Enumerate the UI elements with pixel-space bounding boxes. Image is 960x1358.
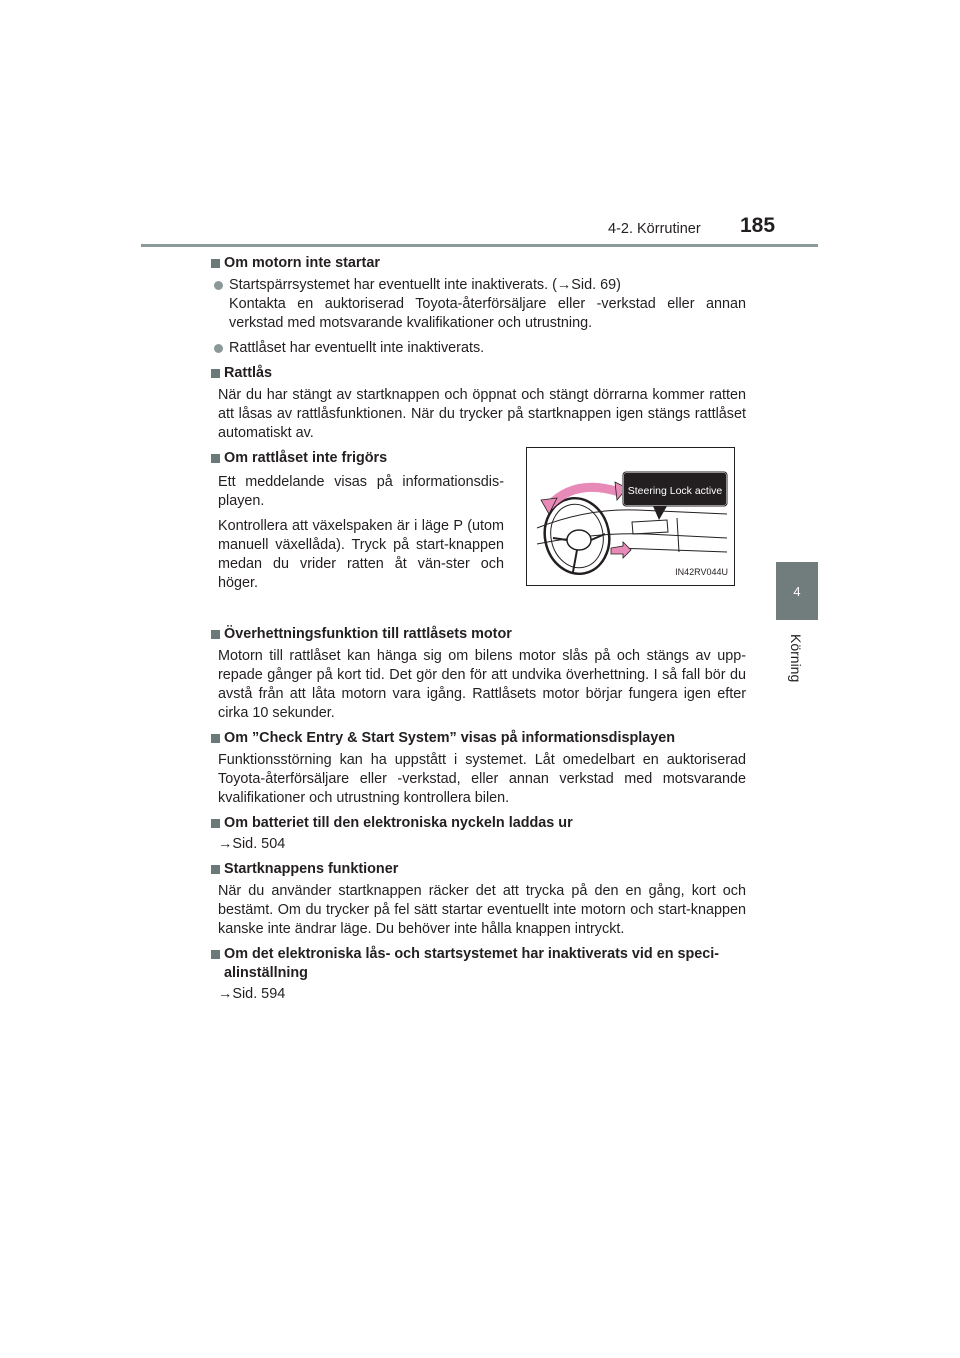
section-title: 4-2. Körrutiner bbox=[608, 221, 701, 237]
section-key-battery bbox=[210, 814, 746, 854]
section-customization bbox=[210, 945, 746, 1004]
section-engine-not-starting bbox=[210, 254, 746, 358]
header-rule bbox=[141, 244, 818, 247]
figure-code: IN42RV044U bbox=[675, 567, 728, 577]
chapter-label: Körning bbox=[788, 634, 804, 683]
page-reference: →Sid. 504 bbox=[218, 836, 286, 852]
section-heading: Rattlås bbox=[224, 365, 272, 381]
round-bullet-icon bbox=[214, 344, 223, 353]
section-body: Ett meddelande visas på informationsdis-playen. bbox=[218, 474, 504, 509]
square-bullet-icon bbox=[211, 630, 220, 639]
section-steering-lock bbox=[210, 364, 746, 443]
list-item bbox=[210, 339, 746, 358]
section-heading: Om batteriet till den elektroniska nyckeln laddas ur bbox=[224, 815, 573, 831]
round-bullet-icon bbox=[214, 281, 223, 290]
bullet-text: Startspärrsystemet har eventuellt inte inaktiverats. (→Sid. 69) bbox=[229, 277, 621, 293]
section-heading: Överhettningsfunktion till rattlåsets motor bbox=[224, 626, 512, 642]
section-body: Funktionsstörning kan ha uppstått i systemet. Låt omedelbart en auktoriserad Toyota-återförsäljare eller -verkstad, eller annan verkstad med motsvarande kvalifikationer och utrustning kontrollera bilen. bbox=[218, 752, 746, 806]
bullet-text: Rattlåset har eventuellt inte inaktiverats. bbox=[229, 340, 485, 356]
square-bullet-icon bbox=[211, 819, 220, 828]
square-bullet-icon bbox=[211, 454, 220, 463]
section-body: Kontrollera att växelspaken är i läge P (utom manuell växellåda). Tryck på start-knappen medan du vrider ratten åt vän-ster och höger. bbox=[218, 518, 504, 591]
page-content bbox=[210, 254, 746, 1010]
section-heading: Om motorn inte startar bbox=[224, 255, 380, 271]
section-body: När du har stängt av startknappen och öppnat och stängt dörrarna kommer ratten att låsas av rattlåsfunktionen. När du trycker på startknappen igen stängs rattlåset automatiskt av. bbox=[218, 387, 746, 441]
section-button-functions bbox=[210, 860, 746, 939]
section-heading: Om ”Check Entry & Start System” visas på informationsdisplayen bbox=[224, 730, 676, 746]
bullet-text: Kontakta en auktoriserad Toyota-återförsäljare eller -verkstad eller annan verkstad med motsvarande kvalifikationer och utrustning. bbox=[229, 296, 746, 331]
section-heading: Om rattlåset inte frigörs bbox=[224, 450, 388, 466]
square-bullet-icon bbox=[211, 369, 220, 378]
square-bullet-icon bbox=[211, 865, 220, 874]
square-bullet-icon bbox=[211, 950, 220, 959]
square-bullet-icon bbox=[211, 259, 220, 268]
section-body: Motorn till rattlåset kan hänga sig om bilens motor slås på och stängs av upp-repade gånger på kort tid. Det gör den för att undvika överhettning. I så fall bör du avstå från att låta motorn vara igång. Rattlåsets motor börjar fungera igen efter cirka 10 sekunder. bbox=[218, 648, 746, 721]
steering-lock-illustration bbox=[526, 447, 735, 586]
section-heading: Startknappens funktioner bbox=[224, 861, 399, 877]
section-body: När du använder startknappen räcker det att trycka på den en gång, kort och bestämt. Om du trycker på fel sätt startar eventuellt inte motorn och start-knappen kanske inte ändrar läge. Du behöver inte hålla knappen intryckt. bbox=[218, 883, 746, 937]
chapter-tab bbox=[776, 562, 818, 620]
chapter-number: 4 bbox=[793, 583, 801, 599]
square-bullet-icon bbox=[211, 734, 220, 743]
page-reference: →Sid. 594 bbox=[218, 986, 286, 1002]
display-message: Steering Lock active bbox=[627, 485, 723, 497]
section-overheating bbox=[210, 625, 746, 723]
section-lock-not-released bbox=[210, 449, 746, 619]
section-heading: Om det elektroniska lås- och startsystemet har inaktiverats vid en speci-alinställning bbox=[224, 946, 720, 981]
list-item bbox=[210, 276, 746, 333]
section-check-entry bbox=[210, 729, 746, 808]
page-number: 185 bbox=[740, 214, 776, 237]
